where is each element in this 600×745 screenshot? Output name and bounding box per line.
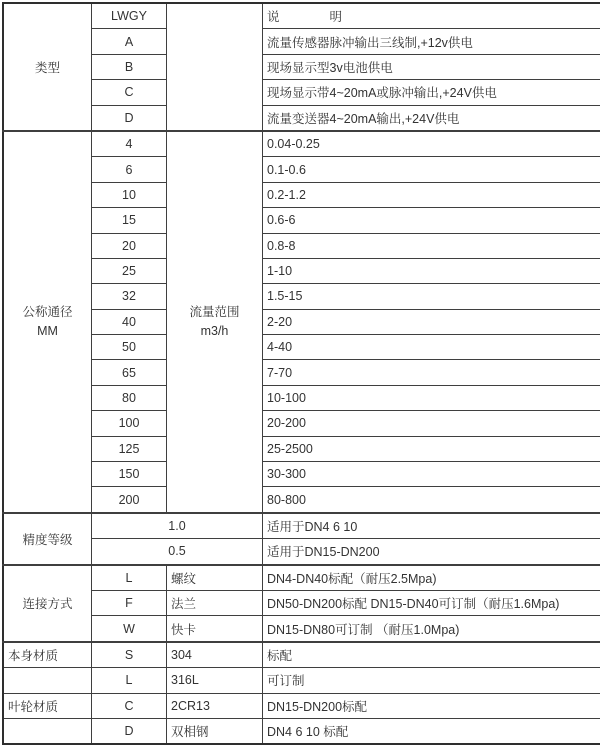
type-desc-cell: 流量传感器脉冲输出三线制,+12v供电	[263, 29, 600, 54]
flowmeter-spec-table	[2, 2, 600, 745]
flow-range-cell: 0.8-8	[263, 233, 600, 258]
dn-cell: 150	[92, 462, 167, 487]
impeller-material-empty-label	[3, 718, 92, 744]
flow-range-cell: 20-200	[263, 411, 600, 436]
connection-code-cell: W	[92, 616, 167, 642]
dn-cell: 200	[92, 487, 167, 513]
description-title-cell: 说 明	[263, 3, 600, 29]
connection-name-cell: 快卡	[167, 616, 263, 642]
dn-cell: 65	[92, 360, 167, 385]
accuracy-value-cell: 0.5	[92, 539, 263, 565]
flow-range-label-line2: m3/h	[171, 322, 258, 341]
diameter-label-line1: 公称通径	[8, 303, 87, 322]
connection-code-cell: F	[92, 590, 167, 615]
body-material-name-cell: 304	[167, 642, 263, 668]
flow-range-cell: 1.5-15	[263, 284, 600, 309]
type-code-cell: B	[92, 54, 167, 79]
flow-range-label-cell	[167, 131, 263, 513]
impeller-desc-cell: DN4 6 10 标配	[263, 718, 600, 744]
flow-range-cell: 4-40	[263, 335, 600, 360]
flow-range-cell: 80-800	[263, 487, 600, 513]
connection-name-cell: 螺纹	[167, 565, 263, 591]
connection-code-cell: L	[92, 565, 167, 591]
dn-cell: 15	[92, 208, 167, 233]
accuracy-value-cell: 1.0	[92, 513, 263, 539]
flow-range-cell: 7-70	[263, 360, 600, 385]
flow-range-cell: 25-2500	[263, 436, 600, 461]
type-desc-cell: 现场显示型3v电池供电	[263, 54, 600, 79]
dn-cell: 100	[92, 411, 167, 436]
dn-cell: 10	[92, 182, 167, 207]
type-desc-cell: 流量变送器4~20mA输出,+24V供电	[263, 105, 600, 131]
connection-section-label: 连接方式	[3, 565, 92, 642]
flow-range-cell: 1-10	[263, 258, 600, 283]
impeller-desc-cell: 可订制	[263, 668, 600, 693]
dn-cell: 6	[92, 157, 167, 182]
impeller-name-cell: 316L	[167, 668, 263, 693]
flow-range-cell: 0.6-6	[263, 208, 600, 233]
impeller-code-cell: C	[92, 693, 167, 718]
dn-cell: 50	[92, 335, 167, 360]
flow-range-label-line1: 流量范围	[171, 303, 258, 322]
impeller-material-section-label: 叶轮材质	[3, 693, 92, 718]
flow-range-cell: 0.2-1.2	[263, 182, 600, 207]
body-material-desc-cell: 标配	[263, 642, 600, 668]
flow-range-cell: 10-100	[263, 385, 600, 410]
dn-cell: 32	[92, 284, 167, 309]
connection-name-cell: 法兰	[167, 590, 263, 615]
connection-desc-cell: DN15-DN80可订制 （耐压1.0Mpa)	[263, 616, 600, 642]
connection-desc-cell: DN50-DN200标配 DN15-DN40可订制（耐压1.6Mpa)	[263, 590, 600, 615]
dn-cell: 80	[92, 385, 167, 410]
impeller-name-cell: 双相钢	[167, 718, 263, 744]
accuracy-desc-cell: 适用于DN15-DN200	[263, 539, 600, 565]
flow-range-cell: 30-300	[263, 462, 600, 487]
dn-cell: 25	[92, 258, 167, 283]
impeller-desc-cell: DN15-DN200标配	[263, 693, 600, 718]
impeller-code-cell: D	[92, 718, 167, 744]
dn-cell: 4	[92, 131, 167, 157]
series-code-cell: LWGY	[92, 3, 167, 29]
dn-cell: 125	[92, 436, 167, 461]
diameter-label-line2: MM	[8, 322, 87, 341]
type-code-cell: A	[92, 29, 167, 54]
flow-range-cell: 0.1-0.6	[263, 157, 600, 182]
accuracy-desc-cell: 适用于DN4 6 10	[263, 513, 600, 539]
dn-cell: 40	[92, 309, 167, 334]
diameter-section-label	[3, 131, 92, 513]
flow-range-cell: 2-20	[263, 309, 600, 334]
type-desc-cell: 现场显示带4~20mA或脉冲输出,+24V供电	[263, 80, 600, 105]
type-section-empty-cell	[167, 3, 263, 131]
impeller-material-empty-label	[3, 668, 92, 693]
flow-range-cell: 0.04-0.25	[263, 131, 600, 157]
type-section-label: 类型	[3, 3, 92, 131]
impeller-code-cell: L	[92, 668, 167, 693]
type-code-cell: C	[92, 80, 167, 105]
impeller-name-cell: 2CR13	[167, 693, 263, 718]
type-code-cell: D	[92, 105, 167, 131]
dn-cell: 20	[92, 233, 167, 258]
body-material-section-label: 本身材质	[3, 642, 92, 668]
accuracy-section-label: 精度等级	[3, 513, 92, 565]
connection-desc-cell: DN4-DN40标配（耐压2.5Mpa)	[263, 565, 600, 591]
body-material-code-cell: S	[92, 642, 167, 668]
